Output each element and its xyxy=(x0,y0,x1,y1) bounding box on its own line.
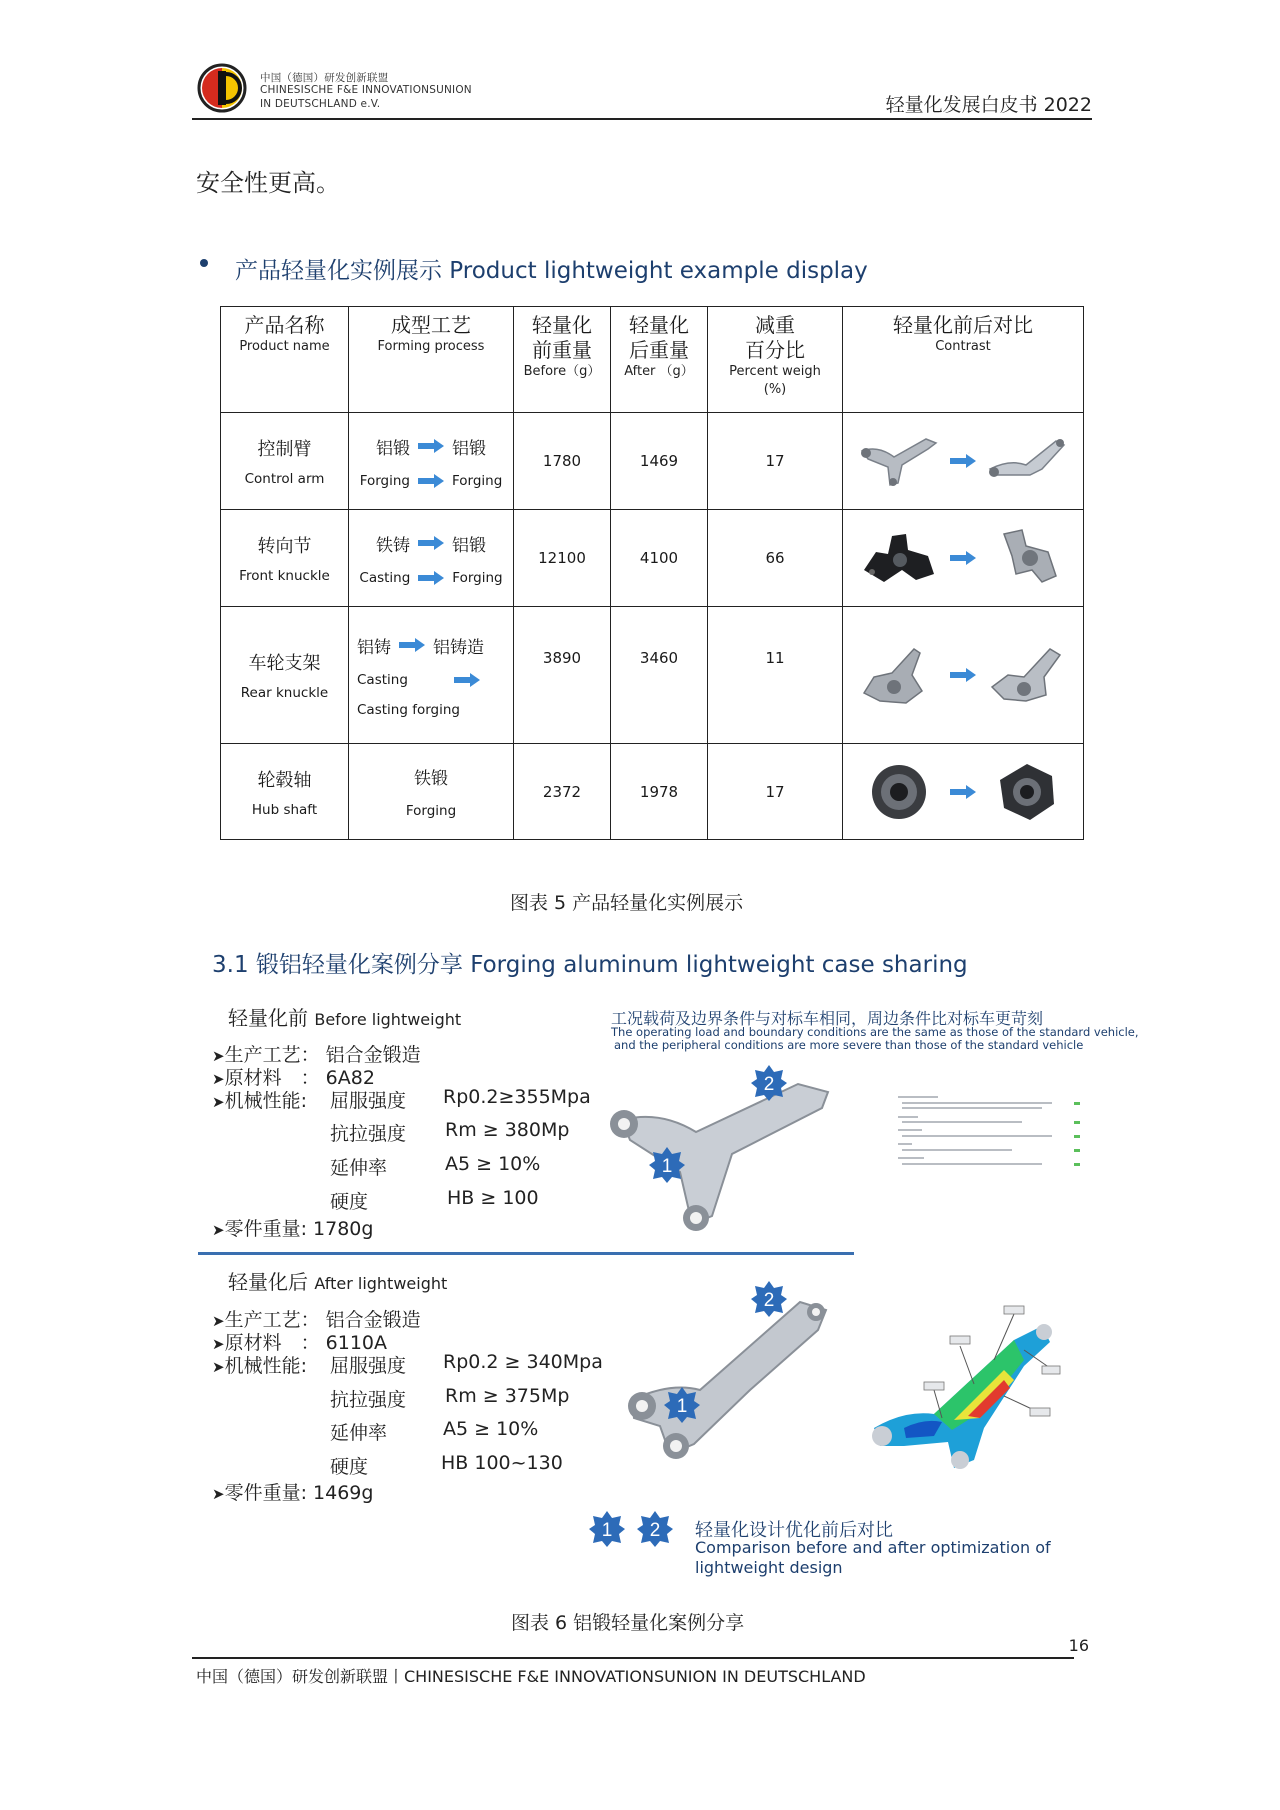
rear-knuckle-after-image xyxy=(986,643,1068,707)
process-en-casting: Casting xyxy=(357,672,513,688)
product-name-en: Front knuckle xyxy=(239,568,330,584)
product-name-en: Control arm xyxy=(244,471,325,487)
after-prop-name: 抗拉强度 xyxy=(330,1389,407,1411)
svg-text:1: 1 xyxy=(676,1396,688,1417)
after-weight: 4100 xyxy=(611,510,708,607)
front-knuckle-before-image xyxy=(858,526,940,590)
product-name-zh: 轮毂轴 xyxy=(257,769,312,791)
percent-reduction: 17 xyxy=(708,744,843,840)
table-header-row xyxy=(221,307,1084,413)
process-en: Forging xyxy=(405,803,457,819)
after-prop-value: Rp0.2 ≥ 340Mpa xyxy=(443,1351,603,1373)
hub-shaft-after-image xyxy=(986,760,1068,824)
svg-text:1: 1 xyxy=(601,1520,613,1541)
after-prop-value: HB 100~130 xyxy=(441,1452,563,1474)
after-process: ➤生产工艺： 铝合金锻造 xyxy=(212,1309,421,1331)
front-knuckle-after-image xyxy=(986,526,1068,590)
process-en: Forging Forging xyxy=(359,472,503,489)
document-title: 轻量化发展白皮书 2022 xyxy=(885,94,1092,116)
table-row xyxy=(221,510,1084,607)
before-weight: 2372 xyxy=(514,744,611,840)
process-en-result: Casting forging xyxy=(357,701,460,718)
arrow-right-icon xyxy=(950,785,976,799)
product-lightweight-table xyxy=(220,306,1084,840)
load-note-en-line1: The operating load and boundary conditions are the same as those of the standard vehicle, xyxy=(611,1025,1139,1039)
before-prop-name: 抗拉强度 xyxy=(330,1123,407,1145)
after-prop-name: 延伸率 xyxy=(330,1422,388,1444)
before-prop-value: Rm ≥ 380Mp xyxy=(445,1119,570,1141)
org-name-en-line1: CHINESISCHE F&E INNOVATIONSUNION xyxy=(260,84,472,96)
load-note-zh: 工况载荷及边界条件与对标车相同，周边条件比对标车更苛刻 xyxy=(611,1009,1044,1028)
after-weight: 3460 xyxy=(611,607,708,744)
before-prop-value: A5 ≥ 10% xyxy=(445,1153,541,1175)
before-weight: ➤零件重量: 1780g xyxy=(212,1218,374,1240)
body-text: 安全性更高。 xyxy=(196,169,340,197)
after-weight: 1469 xyxy=(611,413,708,510)
header-after-weight: 轻量化 后重量 After （g） xyxy=(611,307,708,413)
legend-en-line2: lightweight design xyxy=(695,1558,843,1577)
figure-caption-6: 图表 6 铝锻轻量化案例分享 xyxy=(511,1612,745,1634)
arrow-right-icon xyxy=(950,551,976,565)
requirements-sheet-image xyxy=(896,1094,1084,1170)
before-prop-value: Rp0.2≥355Mpa xyxy=(443,1086,591,1108)
org-name-zh: 中国（德国）研发创新联盟 xyxy=(260,72,389,84)
org-name-en-line2: IN DEUTSCHLAND e.V. xyxy=(260,98,381,110)
process-zh: 铁铸 铝锻 xyxy=(376,535,486,556)
after-material: ➤原材料 ： 6110A xyxy=(212,1332,387,1354)
before-control-arm-image xyxy=(600,1068,840,1238)
after-prop-name: 屈服强度 xyxy=(330,1355,407,1377)
bullet-dot xyxy=(200,259,208,267)
before-prop-value: HB ≥ 100 xyxy=(447,1187,539,1209)
table-row xyxy=(221,607,1084,744)
before-prop-name: 屈服强度 xyxy=(330,1090,407,1112)
stress-analysis-image xyxy=(864,1300,1064,1480)
arrow-right-icon xyxy=(418,536,444,550)
after-control-arm-image xyxy=(620,1286,840,1466)
before-prop-name: 硬度 xyxy=(330,1191,369,1213)
svg-text:2: 2 xyxy=(763,1074,775,1095)
hub-shaft-before-image xyxy=(858,760,940,824)
badge-2-icon xyxy=(750,1064,788,1102)
svg-text:1: 1 xyxy=(661,1156,673,1177)
before-title: 轻量化前 Before lightweight xyxy=(228,1006,462,1030)
load-note-en-line2: and the peripheral conditions are more severe than those of the standard vehicle xyxy=(614,1038,1084,1052)
after-prop-name: 硬度 xyxy=(330,1456,369,1478)
product-name-zh: 转向节 xyxy=(257,536,312,557)
percent-reduction: 66 xyxy=(708,510,843,607)
badge-1-icon xyxy=(648,1146,686,1184)
before-material: ➤原材料 ： 6A82 xyxy=(212,1067,375,1089)
header-contrast: 轻量化前后对比 Contrast xyxy=(843,307,1084,413)
percent-reduction: 11 xyxy=(708,607,843,744)
before-weight: 1780 xyxy=(514,413,611,510)
before-prop-name: 延伸率 xyxy=(330,1157,388,1179)
after-mechanical-label: ➤机械性能: xyxy=(212,1355,307,1377)
product-name-en: Rear knuckle xyxy=(240,685,329,701)
product-name-en: Hub shaft xyxy=(251,801,318,818)
process-zh: 铁锻 xyxy=(414,769,448,789)
process-zh: 铝锻 铝锻 xyxy=(376,438,486,459)
arrow-right-icon xyxy=(418,571,444,585)
legend-en-line1: Comparison before and after optimization of xyxy=(695,1538,1051,1557)
header-forming-process: 成型工艺 Forming process xyxy=(349,307,514,413)
svg-text:2: 2 xyxy=(649,1520,661,1541)
section-heading: 产品轻量化实例展示 Product lightweight example display xyxy=(235,258,868,284)
header-percent-weight: 减重 百分比 Percent weigh (%) xyxy=(708,307,843,413)
badge-2-icon xyxy=(636,1510,674,1548)
arrow-right-icon xyxy=(418,474,444,488)
control-arm-before-image xyxy=(858,429,940,493)
product-name-zh: 控制臂 xyxy=(257,439,312,460)
arrow-right-icon xyxy=(454,673,480,687)
badge-1-icon xyxy=(663,1386,701,1424)
table-row xyxy=(221,413,1084,510)
arrow-right-icon xyxy=(399,638,425,652)
footer-text: 中国（德国）研发创新联盟丨CHINESISCHE F&E INNOVATIONSUNION IN DEUTSCHLAND xyxy=(196,1667,866,1686)
after-prop-value: A5 ≥ 10% xyxy=(443,1418,539,1440)
table-row xyxy=(221,744,1084,840)
process-zh: 铝铸 铝铸造 xyxy=(357,637,484,658)
badge-1-icon xyxy=(588,1510,626,1548)
arrow-right-icon xyxy=(418,439,444,453)
product-name-zh: 车轮支架 xyxy=(248,653,321,674)
footer-rule xyxy=(192,1657,1074,1659)
before-weight: 12100 xyxy=(514,510,611,607)
before-mechanical-label: ➤机械性能: xyxy=(212,1090,307,1112)
header-before-weight: 轻量化 前重量 Before（g） xyxy=(514,307,611,413)
legend-zh: 轻量化设计优化前后对比 xyxy=(695,1520,893,1541)
before-after-divider xyxy=(198,1252,854,1255)
control-arm-after-image xyxy=(986,429,1068,493)
badge-2-icon xyxy=(750,1280,788,1318)
after-prop-value: Rm ≥ 375Mp xyxy=(445,1385,570,1407)
arrow-right-icon xyxy=(950,454,976,468)
after-weight: 1978 xyxy=(611,744,708,840)
page-number: 16 xyxy=(1068,1636,1089,1655)
before-process: ➤生产工艺： 铝合金锻造 xyxy=(212,1044,421,1066)
case-heading: 3.1 锻铝轻量化案例分享 Forging aluminum lightweight case sharing xyxy=(212,952,968,978)
arrow-right-icon xyxy=(950,668,976,682)
header-product-name: 产品名称 Product name xyxy=(221,307,349,413)
process-en: Casting Forging xyxy=(359,569,503,586)
after-title: 轻量化后 After lightweight xyxy=(228,1270,448,1294)
before-weight: 3890 xyxy=(514,607,611,744)
union-logo xyxy=(196,62,248,114)
header-rule xyxy=(192,118,1092,120)
svg-text:2: 2 xyxy=(763,1290,775,1311)
after-weight: ➤零件重量: 1469g xyxy=(212,1482,374,1504)
figure-caption-5: 图表 5 产品轻量化实例展示 xyxy=(510,892,744,914)
percent-reduction: 17 xyxy=(708,413,843,510)
rear-knuckle-before-image xyxy=(858,643,940,707)
